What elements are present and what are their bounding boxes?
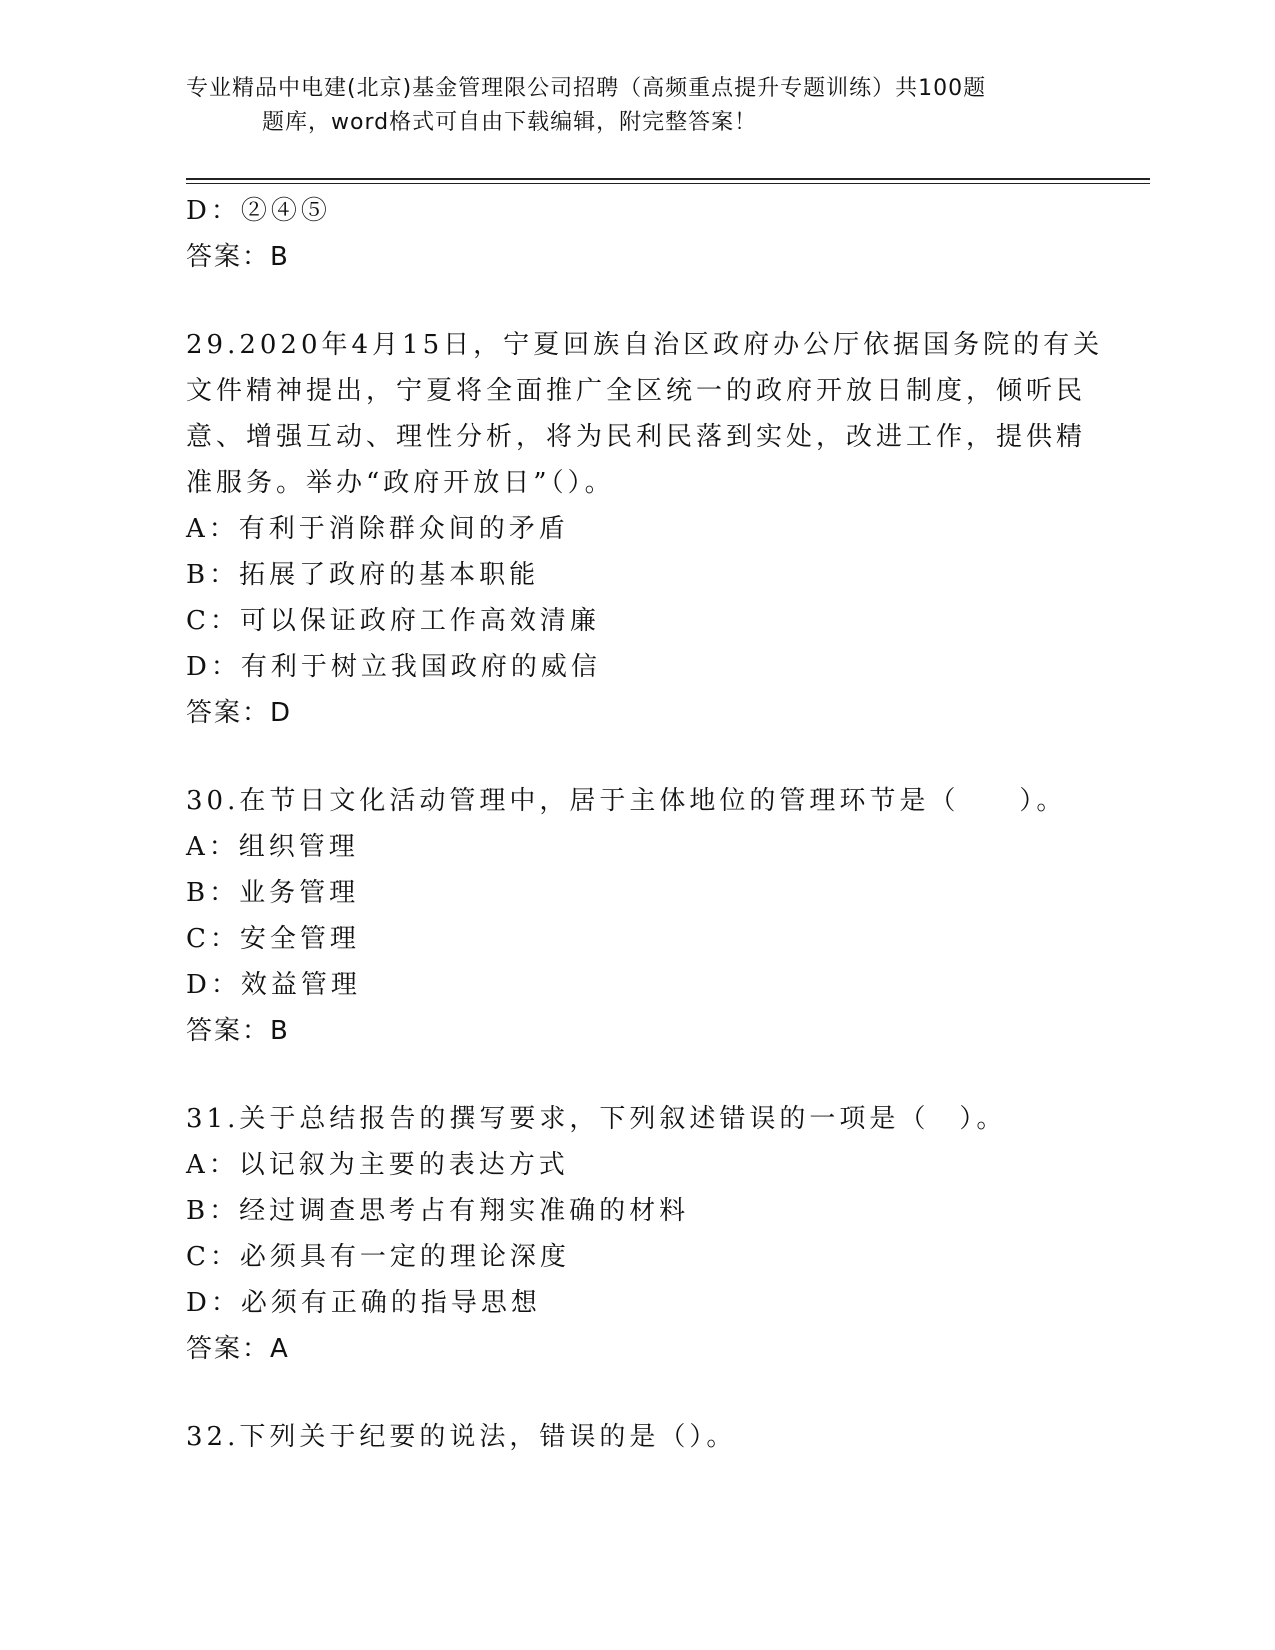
answer-label: 答案：B [186,242,290,272]
document-header [186,72,1086,140]
question-stem-line: 文件精神提出，宁夏将全面推广全区统一的政府开放日制度，倾听民 [186,376,1087,406]
option-c: C：必须具有一定的理论深度 [186,1242,570,1272]
question-31 [186,1096,1086,1372]
question-29 [186,322,1104,736]
question-list [186,188,1104,1460]
question-stem: 31.关于总结报告的撰写要求，下列叙述错误的一项是（ ）。 [186,1104,1007,1134]
answer-label: 答案：A [186,1334,290,1364]
option-d: D：效益管理 [186,970,361,1000]
answer-label: 答案：B [186,1016,290,1046]
question-30 [186,778,1086,1054]
option-d: D：必须有正确的指导思想 [186,1288,541,1318]
option-a: A：以记叙为主要的表达方式 [186,1150,569,1180]
option-a: A：有利于消除群众间的矛盾 [186,514,569,544]
question-stem-line: 意、增强互动、理性分析，将为民利民落到实处，改进工作，提供精 [186,422,1087,452]
option-d: D：②④⑤ [186,196,331,226]
answer-label: 答案：D [186,698,293,728]
question-stem: 30.在节日文化活动管理中，居于主体地位的管理环节是（ ）。 [186,786,1067,816]
option-b: B：经过调查思考占有翔实准确的材料 [186,1196,690,1226]
option-a: A：组织管理 [186,832,359,862]
question-stem-line: 准服务。举办“政府开放日”（）。 [186,468,615,498]
header-title-line-2: 题库，word格式可自由下载编辑，附完整答案！ [262,110,758,135]
option-c: C：安全管理 [186,924,360,954]
header-divider-thick [186,178,1150,180]
header-divider-thin [186,183,1150,184]
option-b: B：拓展了政府的基本职能 [186,560,540,590]
question-stem-line: 29.2020年4月15日，宁夏回族自治区政府办公厅依据国务院的有关 [186,330,1104,360]
question-28-tail [186,188,1086,280]
header-title-line-1: 专业精品中电建(北京)基金管理限公司招聘（高频重点提升专题训练）共100题 [186,76,987,101]
option-c: C：可以保证政府工作高效清廉 [186,606,600,636]
question-32 [186,1414,1086,1460]
option-d: D：有利于树立我国政府的威信 [186,652,601,682]
option-b: B：业务管理 [186,878,360,908]
question-stem: 32.下列关于纪要的说法，错误的是（）。 [186,1422,737,1452]
